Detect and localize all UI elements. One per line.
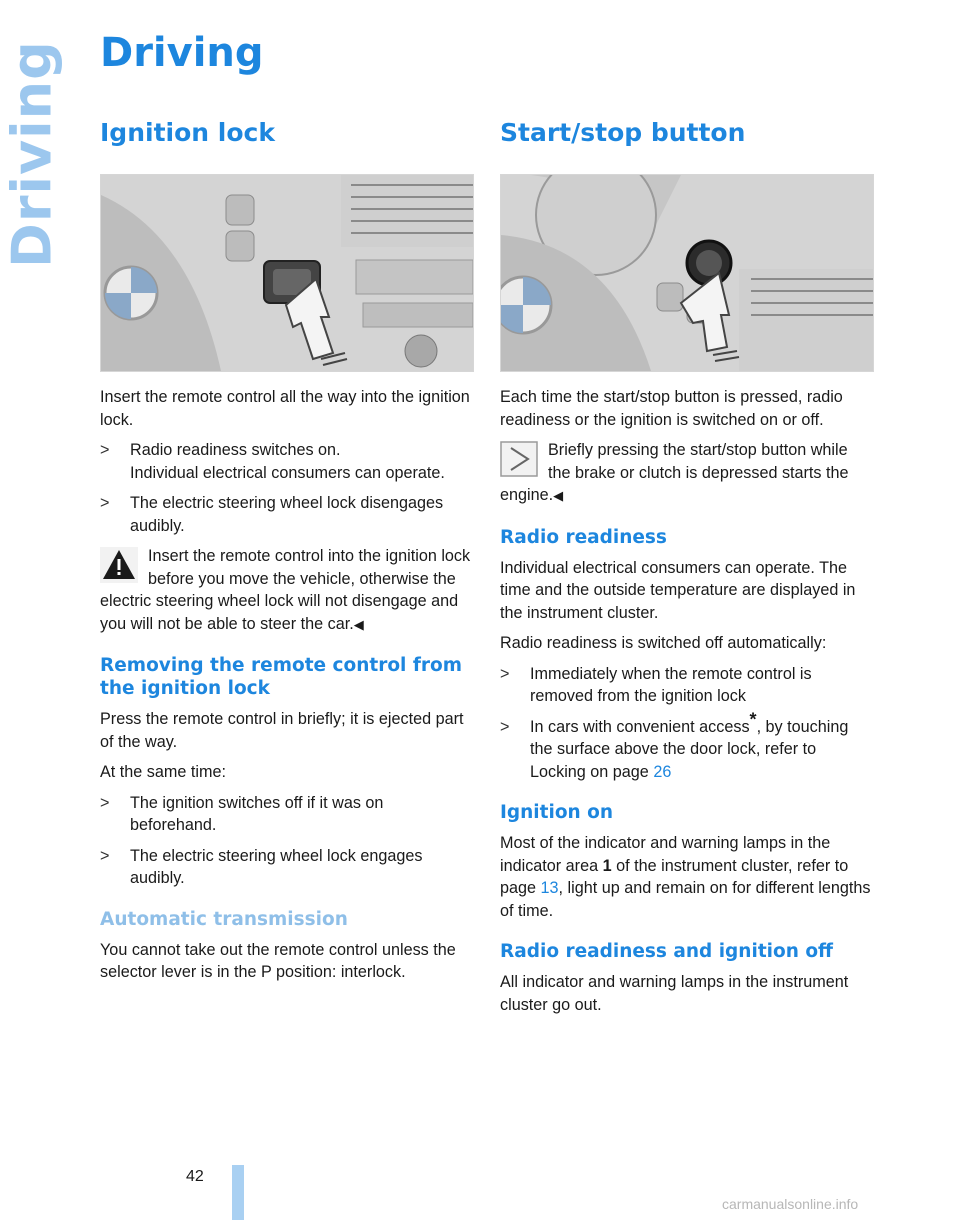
start-stop-photo: [500, 174, 874, 372]
bullet-marker: >: [500, 664, 510, 683]
bullet-marker: >: [100, 441, 110, 459]
page-title: Driving: [100, 30, 264, 76]
info-play-icon: [500, 441, 538, 477]
ignition-lock-photo: [100, 174, 474, 372]
remove-remote-bullets: [100, 792, 474, 890]
page-link-13[interactable]: 13: [540, 879, 559, 897]
radio-ignition-off-heading: Radio readiness and ignition off: [500, 941, 834, 962]
page-number: 42: [186, 1168, 204, 1185]
remove-remote-p2: At the same time:: [100, 763, 226, 781]
bullet-marker: >: [100, 494, 110, 512]
end-mark: ◀: [353, 616, 364, 632]
bullet-marker: >: [100, 793, 110, 812]
radio-readiness-heading: Radio readiness: [500, 526, 667, 548]
remove-remote-heading: Removing the remote control from the ignition lock: [100, 655, 462, 699]
left-column: [100, 118, 474, 992]
start-stop-illustration: [501, 175, 873, 371]
radio-readiness-bullets: [500, 663, 874, 784]
remove-remote-p1: Press the remote control in briefly; it is ejected part of the way.: [100, 710, 464, 751]
automatic-transmission-heading: Automatic transmission: [100, 908, 348, 930]
radio-readiness-p1: Individual electrical consumers can operate. The time and the outside temperature are displayed in the instrument cluster.: [500, 558, 856, 622]
radio-readiness-p2: Radio readiness is switched off automatically:: [500, 634, 827, 652]
right-column: [500, 118, 874, 1024]
ignition-intro: Insert the remote control all the way into the ignition lock.: [100, 388, 470, 429]
page-number-bar: [232, 1165, 244, 1220]
start-stop-heading: Start/stop button: [500, 118, 746, 147]
watermark: carmanualsonline.info: [722, 1196, 859, 1212]
warning-triangle-icon: [100, 547, 138, 583]
list-item: > The electric steering wheel lock disengages audibly.: [100, 494, 444, 535]
end-mark: ◀: [553, 488, 564, 503]
section-tab: Driving: [0, 40, 64, 268]
ignition-on-heading: Ignition on: [500, 802, 614, 823]
radio-ignition-off-text: All indicator and warning lamps in the instrument cluster go out.: [500, 973, 849, 1014]
optional-equipment-star: *: [749, 709, 757, 730]
indicator-area-number: 1: [602, 856, 612, 875]
list-item: > The ignition switches off if it was on beforehand.: [100, 793, 384, 834]
bullet-marker: >: [500, 717, 510, 736]
list-item: > The electric steering wheel lock engages audibly.: [100, 846, 423, 887]
ignition-lock-heading: Ignition lock: [100, 118, 275, 147]
ignition-on-text: Most of the indicator and warning lamps in the indicator area 1 of the instrument cluster, refer to page 13, light up and remain on for different lengths of time.: [500, 834, 871, 920]
ignition-bullets: [100, 439, 474, 537]
start-stop-intro: Each time the start/stop button is pressed, radio readiness or the ignition is switched on or off.: [500, 388, 843, 429]
list-item: > In cars with convenient access*, by touching the surface above the door lock, refer to Locking on page 26: [500, 709, 849, 781]
automatic-transmission-text: You cannot take out the remote control unless the selector lever is in the P position: interlock.: [100, 940, 456, 981]
ignition-lock-illustration: [101, 175, 473, 371]
list-item: > Radio readiness switches on. Individual electrical consumers can operate.: [100, 441, 445, 482]
info-note: Briefly pressing the start/stop button while the brake or clutch is depressed starts the engine.◀: [500, 441, 849, 504]
warning-note: Insert the remote control into the ignition lock before you move the vehicle, otherwise the electric steering wheel lock will not disengage and you will not be able to steer the car.◀: [100, 547, 471, 633]
page-link-26[interactable]: 26: [653, 762, 672, 781]
list-item: > Immediately when the remote control is removed from the ignition lock: [500, 664, 812, 705]
bullet-marker: >: [100, 846, 110, 865]
